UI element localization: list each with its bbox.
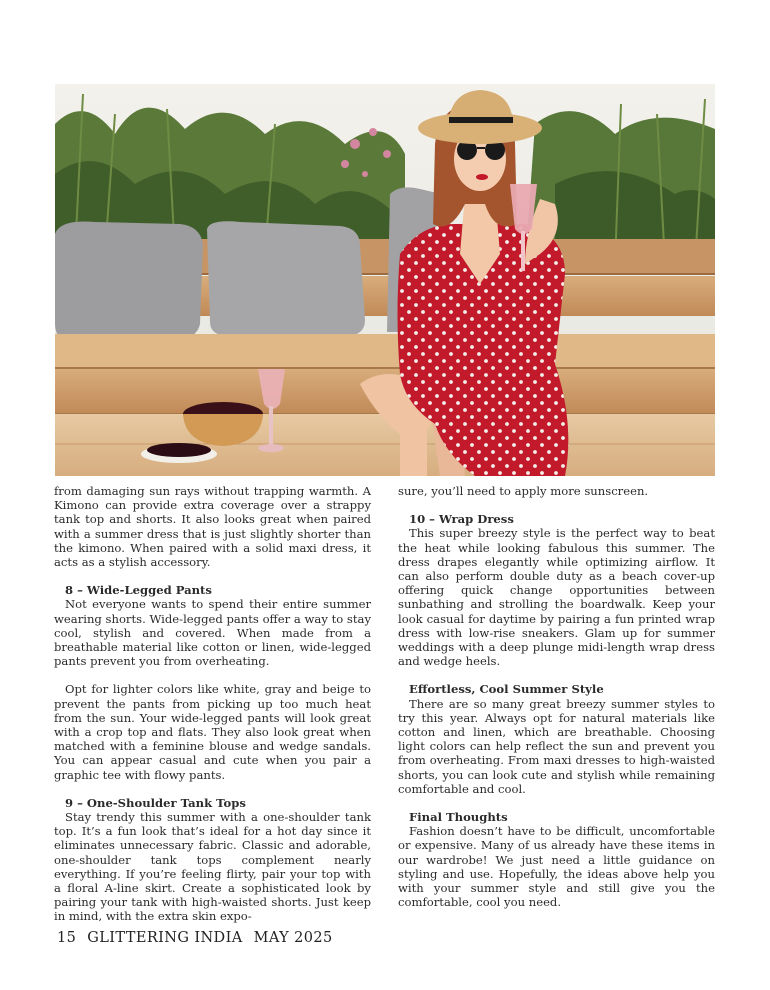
page-number: 15	[57, 930, 77, 946]
paragraph: Opt for lighter colors like white, gray and beige to prevent the pants from picking up too much heat from the sun. Your wide-legged pants will look great with a crop top and flats. They also look great when matched with a feminine blouse and wedge sandals. You can appear casual and cute when you pair a graphic tee with flowy pants.	[54, 682, 371, 782]
paragraph: There are so many great breezy summer styles to try this year. Always opt for natural materials like cotton and linen, which are breathable. Choosing light colors can help reflect the sun and prevent you from overheating. From maxi dresses to high-waisted shorts, you can look cute and stylish while remaining comfortable and cool.	[398, 696, 715, 796]
section-heading: 9 – One-Shoulder Tank Tops	[65, 795, 246, 810]
paragraph-gap	[54, 668, 371, 682]
section-heading: Final Thoughts	[409, 810, 508, 825]
paragraph-gap	[54, 569, 371, 583]
hero-photo-illustration	[55, 84, 715, 476]
paragraph-gap	[54, 782, 371, 796]
paragraph-gap	[398, 498, 715, 512]
paragraph: from damaging sun rays without trapping warmth. A Kimono can provide extra coverage over a strappy tank top and shorts. It also looks great when paired with a summer dress that is just slightly shorter than the kimono. When paired with a solid maxi dress, it acts as a stylish accessory.	[54, 484, 371, 570]
hero-photo	[55, 84, 715, 476]
magazine-name: GLITTERING INDIA	[87, 930, 243, 946]
paragraph: Not everyone wants to spend their entire summer wearing shorts. Wide-legged pants offer a way to stay cool, stylish and covered. When made from a breathable material like cotton or linen, wide-legged pants prevent you from overheating.	[54, 597, 371, 669]
paragraph: Stay trendy this summer with a one-shoulder tank top. It’s a fun look that’s ideal for a hot day since it eliminates unnecessary fabric. Classic and adorable, one-shoulder tank tops complement nearly everything. If you’re feeling flirty, pair your top with a floral A-line skirt. Create a sophisticated look by pairing your tank with high-waisted shorts. Just keep in mind, with the extra skin expo-	[54, 810, 371, 924]
paragraph-gap	[398, 796, 715, 810]
section-heading: 10 – Wrap Dress	[409, 512, 514, 527]
paragraph: Fashion doesn’t have to be difficult, uncomfortable or expensive. Many of us already have these items in our wardrobe! We just need a little guidance on styling and use. Hopefully, the ideas above help you with your summer style and still give you the comfortable, cool you need.	[398, 824, 715, 910]
paragraph: This super breezy style is the perfect way to beat the heat while looking fabulous this summer. The dress drapes elegantly while optimizing airflow. It can also perform double duty as a beach cover-up offering quick change opportunities between sunbathing and strolling the boardwalk. Keep your look casual for daytime by pairing a fun printed wrap dress with low-rise sneakers. Glam up for summer weddings with a deep plunge midi-length wrap dress and wedge heels.	[398, 526, 715, 669]
section-heading: Effortless, Cool Summer Style	[409, 682, 604, 697]
paragraph: sure, you’ll need to apply more sunscreen.	[398, 484, 649, 498]
page-footer	[57, 930, 333, 946]
issue-date: MAY 2025	[253, 930, 333, 946]
section-heading: 8 – Wide-Legged Pants	[65, 583, 212, 598]
article-column-right	[398, 484, 715, 909]
paragraph-gap	[398, 668, 715, 682]
article-column-left	[54, 484, 371, 924]
